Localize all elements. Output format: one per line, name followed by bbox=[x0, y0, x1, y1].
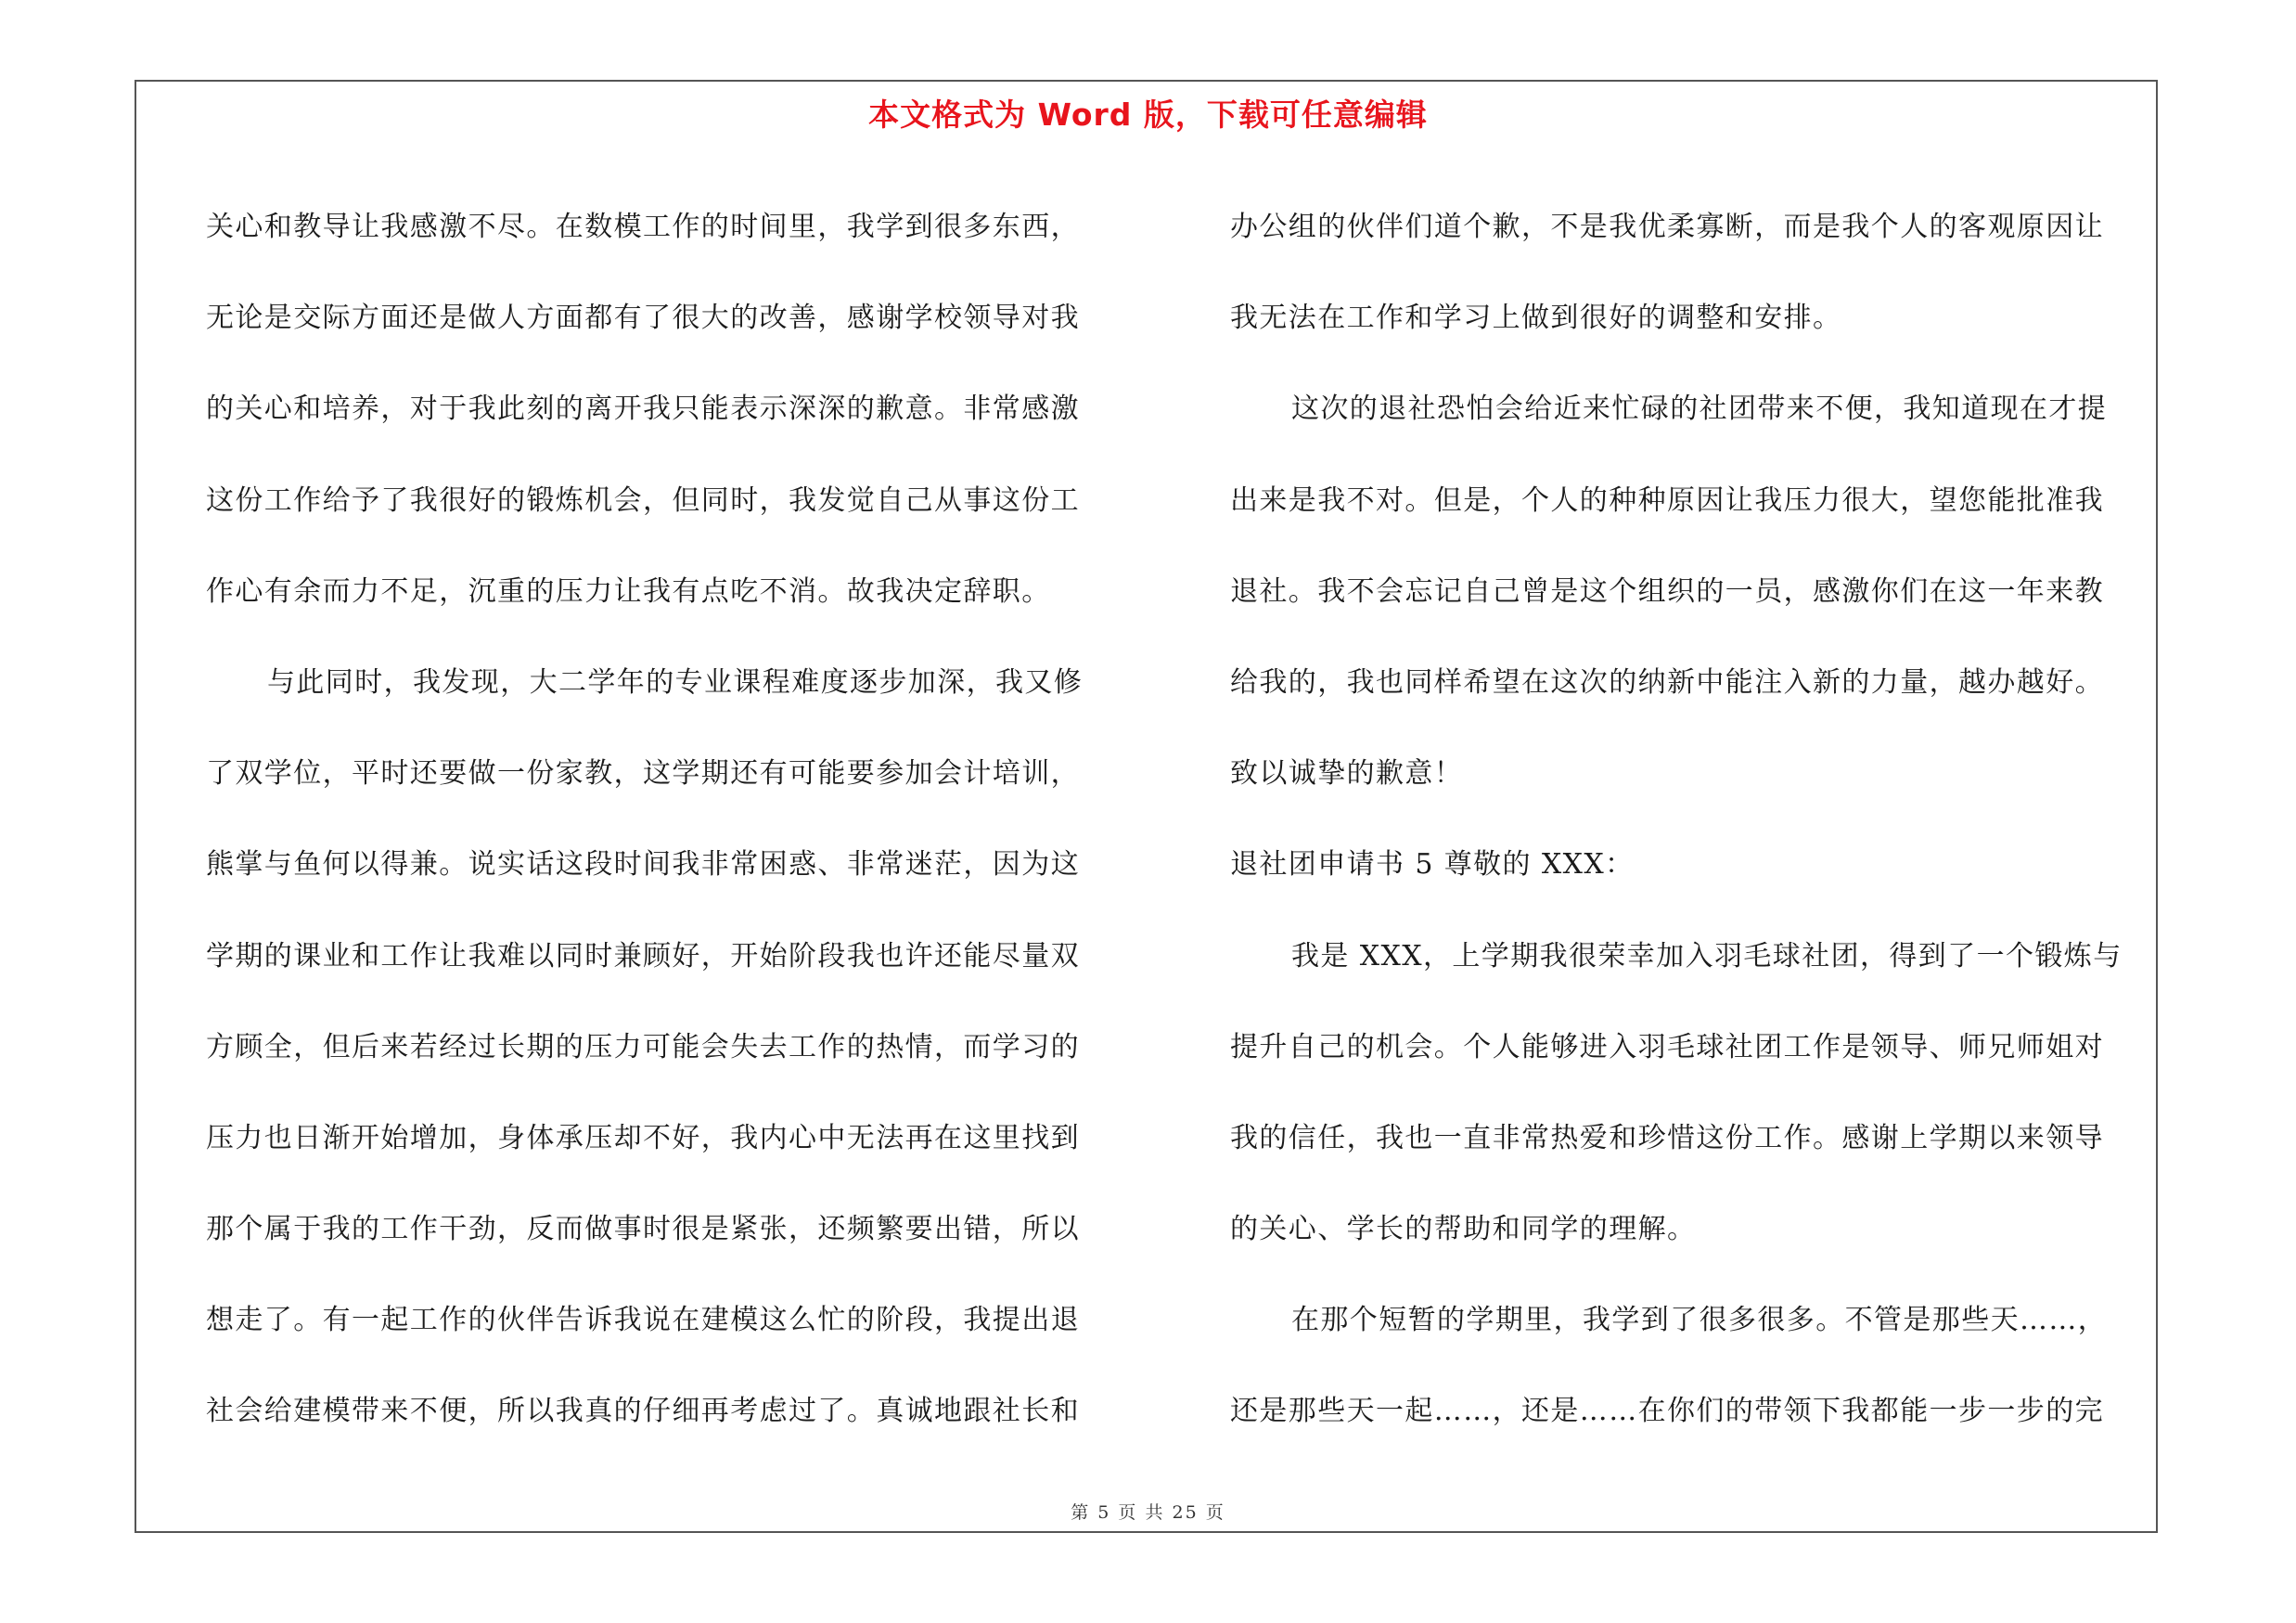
text-line: 作心有余而力不足，沉重的压力让我有点吃不消。故我决定辞职。 bbox=[206, 574, 1051, 608]
text-line: 给我的，我也同样希望在这次的纳新中能注入新的力量，越办越好。 bbox=[1230, 665, 2104, 699]
text-line: 与此同时，我发现，大二学年的专业课程难度逐步加深，我又修 bbox=[267, 665, 1084, 699]
text-line: 我无法在工作和学习上做到很好的调整和安排。 bbox=[1230, 302, 1842, 335]
text-line: 社会给建模带来不便，所以我真的仔细再考虑过了。真诚地跟社长和 bbox=[206, 1395, 1080, 1428]
text-line: 无论是交际方面还是做人方面都有了很大的改善，感谢学校领导对我 bbox=[206, 302, 1080, 335]
format-notice-banner: 本文格式为 Word 版，下载可任意编辑 bbox=[868, 97, 1428, 133]
text-line: 我的信任，我也一直非常热爱和珍惜这份工作。感谢上学期以来领导 bbox=[1230, 1121, 2104, 1154]
text-line: 还是那些天一起……，还是……在你们的带领下我都能一步一步的完 bbox=[1230, 1395, 2104, 1428]
page-number-footer: 第 5 页 共 25 页 bbox=[1071, 1502, 1225, 1523]
text-line: 压力也日渐开始增加，身体承压却不好，我内心中无法再在这里找到 bbox=[206, 1121, 1080, 1154]
text-line: 这份工作给予了我很好的锻炼机会，但同时，我发觉自己从事这份工 bbox=[206, 483, 1080, 517]
text-line: 提升自己的机会。个人能够进入羽毛球社团工作是领导、师兄师姐对 bbox=[1230, 1030, 2104, 1063]
left-text-column bbox=[206, 182, 1134, 1458]
text-line: 退社。我不会忘记自己曾是这个组织的一员，感激你们在这一年来教 bbox=[1230, 574, 2104, 608]
text-line: 熊掌与鱼何以得兼。说实话这段时间我非常困惑、非常迷茫，因为这 bbox=[206, 848, 1080, 882]
text-line: 在那个短暂的学期里，我学到了很多很多。不管是那些天……， bbox=[1291, 1304, 2108, 1337]
text-line: 出来是我不对。但是，个人的种种原因让我压力很大，望您能批准我 bbox=[1230, 483, 2104, 517]
text-line: 想走了。有一起工作的伙伴告诉我说在建模这么忙的阶段，我提出退 bbox=[206, 1304, 1080, 1337]
text-line: 了双学位，平时还要做一份家教，这学期还有可能要参加会计培训， bbox=[206, 757, 1080, 791]
text-line: 办公组的伙伴们道个歉，不是我优柔寡断，而是我个人的客观原因让 bbox=[1230, 211, 2104, 243]
text-line: 学期的课业和工作让我难以同时兼顾好，开始阶段我也许还能尽量双 bbox=[206, 939, 1080, 973]
text-line: 关心和教导让我感激不尽。在数模工作的时间里，我学到很多东西， bbox=[206, 211, 1080, 243]
text-line: 那个属于我的工作干劲，反而做事时很是紧张，还频繁要出错，所以 bbox=[206, 1213, 1080, 1246]
text-line: 方顾全，但后来若经过长期的压力可能会失去工作的热情，而学习的 bbox=[206, 1030, 1080, 1063]
text-line: 这次的退社恐怕会给近来忙碌的社团带来不便，我知道现在才提 bbox=[1291, 393, 2108, 426]
text-line: 致以诚挚的歉意！ bbox=[1230, 757, 1464, 791]
text-line: 的关心、学长的帮助和同学的理解。 bbox=[1230, 1213, 1697, 1246]
text-line: 退社团申请书 5 尊敬的 XXX： bbox=[1230, 848, 1635, 882]
right-text-column bbox=[1230, 182, 2158, 1458]
text-line: 我是 XXX，上学期我很荣幸加入羽毛球社团，得到了一个锻炼与 bbox=[1291, 939, 2123, 973]
text-line: 的关心和培养，对于我此刻的离开我只能表示深深的歉意。非常感激 bbox=[206, 393, 1080, 426]
